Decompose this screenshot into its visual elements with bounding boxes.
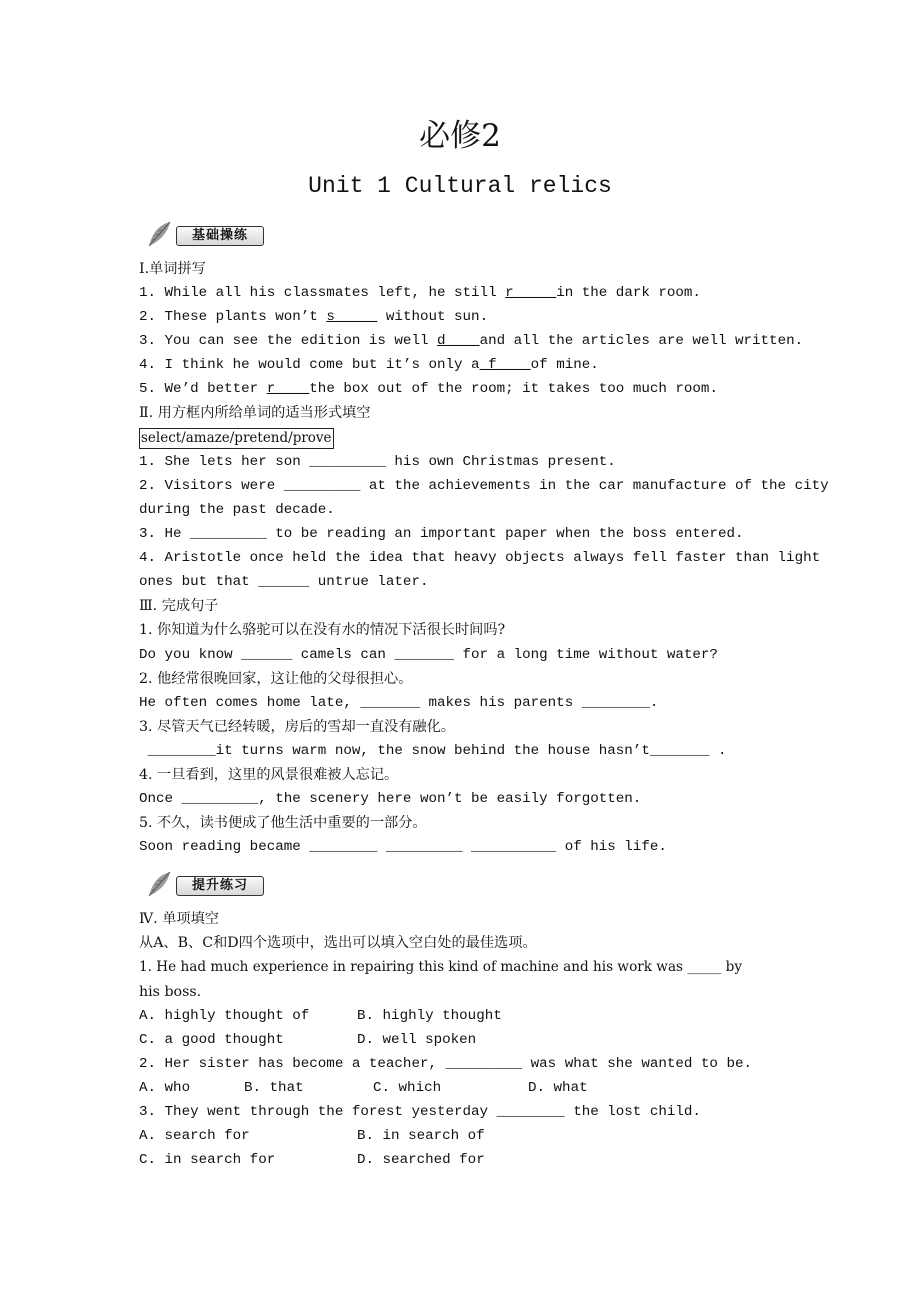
- page-title-cn: 必修2: [419, 118, 501, 154]
- question-3-3-en: ________it turns warm now, the snow behind the house hasn’t_______ .: [139, 743, 727, 759]
- question-4-2: 2. Her sister has become a teacher, _________ was what she wanted to be.: [139, 1056, 752, 1072]
- blank-hint: s_____: [326, 309, 378, 325]
- question-3-1-cn: 1. 你知道为什么骆驼可以在没有水的情况下活很长时间吗?: [139, 622, 506, 638]
- blank-hint: d____: [437, 333, 480, 349]
- section-badge-basic: [146, 219, 264, 249]
- badge-label: 提升练习: [176, 876, 264, 896]
- option-4-2-a: A. who: [139, 1080, 191, 1096]
- question-1-4: 4. I think he would come but it’s only a_f____of mine.: [139, 357, 599, 373]
- option-4-1-a: A. highly thought of: [139, 1008, 310, 1024]
- question-2-2-cont: during the past decade.: [139, 502, 335, 518]
- section3-heading: Ⅲ. 完成句子: [139, 598, 219, 614]
- question-1-3: 3. You can see the edition is well d____and all the articles are well written.: [139, 333, 804, 349]
- question-3-2-cn: 2. 他经常很晚回家，这让他的父母很担心。: [139, 671, 413, 687]
- option-4-1-d: D. well spoken: [357, 1032, 477, 1048]
- question-2-4-cont: ones but that ______ untrue later.: [139, 574, 429, 590]
- question-2-4: 4. Aristotle once held the idea that heavy objects always fell faster than light: [139, 550, 821, 566]
- blank-hint: r_____: [505, 285, 557, 301]
- question-3-3-cn: 3. 尽管天气已经转暖，房后的雪却一直没有融化。: [139, 719, 455, 735]
- question-3-2-en: He often comes home late, _______ makes his parents ________.: [139, 695, 659, 711]
- page-title-en: Unit 1 Cultural relics: [308, 173, 612, 199]
- question-1-5: 5. We’d better r____the box out of the room; it takes too much room.: [139, 381, 718, 397]
- leaf-icon: [146, 219, 176, 249]
- question-3-5-cn: 5. 不久，读书便成了他生活中重要的一部分。: [139, 815, 427, 831]
- option-4-2-d: D. what: [528, 1080, 588, 1096]
- section2-heading: Ⅱ. 用方框内所给单词的适当形式填空: [139, 405, 371, 421]
- section4-heading: Ⅳ. 单项填空: [139, 911, 219, 927]
- option-4-1-b: B. highly thought: [357, 1008, 502, 1024]
- option-4-3-a: A. search for: [139, 1128, 250, 1144]
- section4-instruction: 从A、B、C和D四个选项中，选出可以填入空白处的最佳选项。: [139, 935, 537, 951]
- word-box: select/amaze/pretend/prove: [139, 428, 334, 449]
- section1-heading: Ⅰ.单词拼写: [139, 261, 206, 277]
- option-4-1-c: C. a good thought: [139, 1032, 284, 1048]
- option-4-3-c: C. in search for: [139, 1152, 276, 1168]
- question-3-1-en: Do you know ______ camels can _______ for a long time without water?: [139, 647, 718, 663]
- option-4-2-c: C. which: [373, 1080, 442, 1096]
- section-badge-advanced: [146, 869, 264, 899]
- question-4-1-cont: his boss.: [139, 984, 202, 1000]
- option-4-3-d: D. searched for: [357, 1152, 485, 1168]
- question-2-2: 2. Visitors were _________ at the achievements in the car manufacture of the city: [139, 478, 829, 494]
- question-2-3: 3. He _________ to be reading an important paper when the boss entered.: [139, 526, 744, 542]
- leaf-icon: [146, 869, 176, 899]
- question-3-4-en: Once _________, the scenery here won’t be easily forgotten.: [139, 791, 642, 807]
- option-4-2-b: B. that: [244, 1080, 304, 1096]
- option-4-3-b: B. in search of: [357, 1128, 485, 1144]
- question-4-1: 1. He had much experience in repairing this kind of machine and his work was _____ by: [139, 959, 743, 975]
- badge-label: 基础操练: [176, 226, 264, 246]
- question-3-5-en: Soon reading became ________ _________ __________ of his life.: [139, 839, 667, 855]
- question-3-4-cn: 4. 一旦看到，这里的风景很难被人忘记。: [139, 767, 399, 783]
- question-2-1: 1. She lets her son _________ his own Christmas present.: [139, 454, 616, 470]
- blank-hint: r____: [266, 381, 310, 397]
- question-1-1: 1. While all his classmates left, he still r_____in the dark room.: [139, 285, 701, 301]
- question-4-3: 3. They went through the forest yesterday ________ the lost child.: [139, 1104, 701, 1120]
- question-1-2: 2. These plants won’t s_____ without sun.: [139, 309, 489, 325]
- blank-hint: _f____: [479, 357, 531, 373]
